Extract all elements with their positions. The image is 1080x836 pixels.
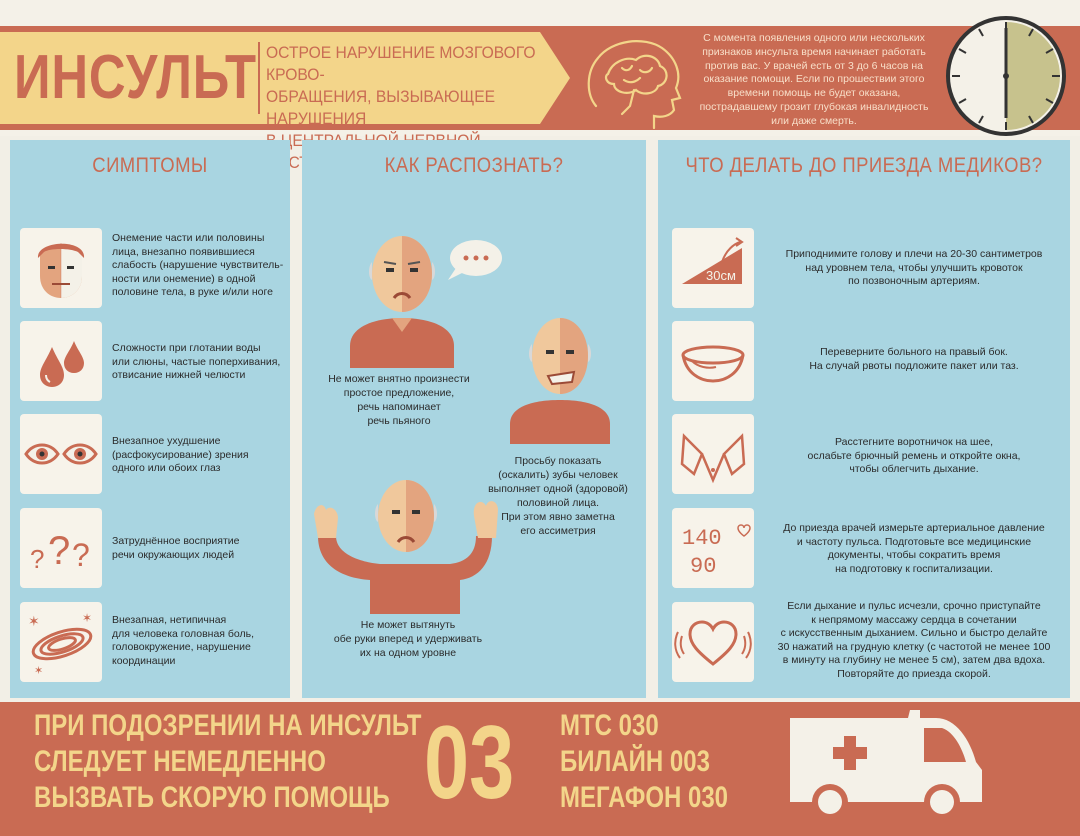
- symptom-text-1: Онемение части или половины лица, внезапно появившиеся слабость (нарушение чувствитель- ности или онемение) в одной половине тела, в руке и/или ноге: [112, 232, 284, 298]
- man-speech-illustration: [346, 222, 506, 368]
- action-card-4: [672, 508, 754, 588]
- symptom-card-2: [20, 321, 102, 401]
- emergency-number: 03: [424, 705, 515, 821]
- symptom-text-3: Внезапное ухудшение (расфокусирование) зрения одного или обоих глаз: [112, 435, 249, 474]
- action-text-1: Приподнимите голову и плечи на 20-30 сантиметров над уровнем тела, чтобы улучшить кровоток по позвоночным артериям.: [785, 248, 1043, 287]
- recognize-title: КАК РАСПОЗНАТЬ?: [384, 154, 564, 177]
- man-arms-illustration: [310, 474, 502, 614]
- incline-30cm-icon: [672, 228, 754, 308]
- ambulance-icon: [786, 710, 986, 828]
- caption-speech: Не может внятно произнести простое предложение, речь напоминает речь пьяного: [328, 373, 470, 427]
- symptom-card-3: [20, 414, 102, 494]
- symptom-text-2: Сложности при глотании воды или слюны, частые поперхивания, отвисание нижней челюсти: [112, 342, 281, 381]
- blood-pressure-icon: [672, 508, 754, 588]
- title-divider: [258, 42, 260, 114]
- caption-arms: Не может вытянуть обе руки вперед и удерживать их на одном уровне: [333, 619, 483, 659]
- pressure-systolic: 140: [682, 526, 722, 551]
- actions-title: ЧТО ДЕЛАТЬ ДО ПРИЕЗДА МЕДИКОВ?: [685, 154, 1043, 177]
- dizziness-icon: [20, 602, 102, 682]
- drops-icon: [20, 321, 102, 401]
- symptom-text-5: Внезапная, нетипичная для человека головная боль, головокружение, нарушение координации: [112, 614, 255, 667]
- page-title: ИНСУЛЬТ: [14, 43, 257, 112]
- collar-icon: [672, 414, 754, 494]
- man-smile-illustration: [508, 308, 612, 444]
- time-warning-note: С момента появления одного или нескольких признаков инсульта время начинает работать против вас. У врачей есть от 3 до 6 часов на оказание помощи. Если по прошествии этого времени помощь не будет оказана, пострадавшему грозит глубокая инвалидность или даже смерть.: [699, 32, 929, 127]
- action-card-1: [672, 228, 754, 308]
- action-text-5: Если дыхание и пульс исчезли, срочно приступайте к непрямому массажу сердца в сочетании с искусственным дыханием. Сильно и быстро делайте 30 нажатий на грудную клетку (с частотой не менее 100 в минуту на глубину не менее 5 см), затем два вдоха. Повторяйте до приезда скорой.: [777, 600, 1051, 680]
- svg-text:?: ?: [72, 537, 90, 573]
- symptom-card-4: [20, 508, 102, 588]
- brain-head-icon: [578, 28, 688, 132]
- symptom-text-4: Затруднённое восприятие речи окружающих людей: [112, 535, 240, 561]
- question-marks-icon: [20, 508, 102, 588]
- clock-icon: [944, 14, 1068, 138]
- svg-text:?: ?: [48, 529, 71, 573]
- action-card-5: [672, 602, 754, 682]
- title-definition: ОСТРОЕ НАРУШЕНИЕ МОЗГОВОГО КРОВО- ОБРАЩЕНИЯ, ВЫЗЫВАЮЩЕЕ НАРУШЕНИЯ: [266, 43, 536, 128]
- action-card-2: [672, 321, 754, 401]
- call-to-action: ПРИ ПОДОЗРЕНИИ НА ИНСУЛЬТ СЛЕДУЕТ НЕМЕДЛЕННО ВЫЗВАТЬ СКОРУЮ ПОМОЩЬ: [34, 709, 422, 814]
- svg-text:✶: ✶: [34, 665, 44, 677]
- symptoms-title: СИМПТОМЫ: [92, 154, 208, 177]
- svg-text:✶: ✶: [28, 613, 40, 629]
- svg-text:?: ?: [30, 544, 45, 574]
- svg-text:✶: ✶: [82, 611, 93, 625]
- eyes-icon: [20, 414, 102, 494]
- action-text-4: До приезда врачей измерьте артериальное давление и частоту пульса. Подготовьте все медицинские документы, чтобы сократить время на подготовку к госпитализации.: [783, 522, 1045, 575]
- incline-label: 30см: [706, 268, 736, 283]
- action-card-3: [672, 414, 754, 494]
- action-text-2: Переверните больного на правый бок. На случай рвоты подложите пакет или таз.: [809, 346, 1019, 372]
- face-half-numb-icon: [20, 228, 102, 308]
- heart-icon: [672, 602, 754, 682]
- operator-numbers: МТС 030 БИЛАЙН 003 МЕГАФОН 030: [560, 709, 729, 814]
- pressure-diastolic: 90: [690, 554, 717, 579]
- caption-smile: Просьбу показать (оскалить) зубы человек выполняет одной (здоровой) половиной лица. При этом явно заметна его ассиметрия: [488, 455, 628, 537]
- symptom-card-5: [20, 602, 102, 682]
- symptom-card-1: [20, 228, 102, 308]
- action-text-3: Расстегните воротничок на шее, ослабьте брючный ремень и откройте окна, чтобы облегчить дыхание.: [807, 436, 1021, 475]
- basin-icon: [672, 321, 754, 401]
